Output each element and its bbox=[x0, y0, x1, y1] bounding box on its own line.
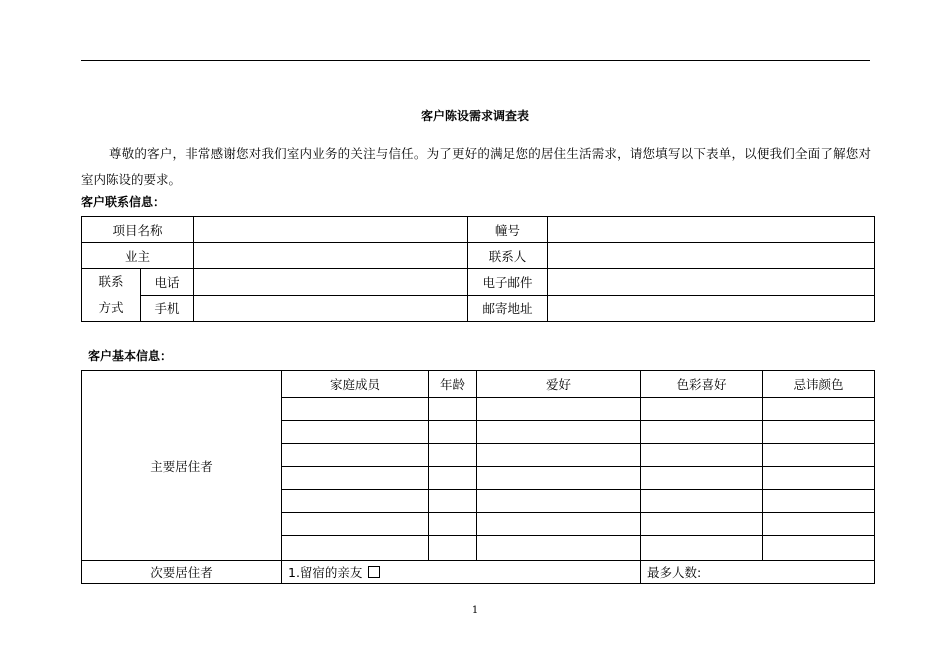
hobby-cell[interactable] bbox=[477, 444, 641, 467]
member-cell[interactable] bbox=[282, 513, 429, 536]
main-resident-label: 主要居住者 bbox=[82, 371, 282, 561]
color-pref-cell[interactable] bbox=[641, 444, 763, 467]
age-cell[interactable] bbox=[429, 513, 477, 536]
hobby-cell[interactable] bbox=[477, 536, 641, 561]
max-people-label: 最多人数: bbox=[647, 565, 702, 580]
phone-label: 电话 bbox=[141, 269, 194, 296]
building-no-field[interactable] bbox=[548, 217, 875, 243]
age-cell[interactable] bbox=[429, 467, 477, 490]
taboo-color-cell[interactable] bbox=[763, 490, 875, 513]
page-title: 客户陈设需求调查表 bbox=[420, 109, 529, 123]
owner-field[interactable] bbox=[194, 243, 468, 269]
column-header-family-members: 家庭成员 bbox=[282, 371, 429, 398]
hobby-cell[interactable] bbox=[477, 467, 641, 490]
intro-paragraph: 尊敬的客户，非常感谢您对我们室内业务的关注与信任。为了更好的满足您的居住生活需求，请您填写以下表单，以便我们全面了解您对室内陈设的要求。 bbox=[81, 146, 871, 187]
secondary-option-cell bbox=[282, 561, 641, 584]
taboo-color-cell[interactable] bbox=[763, 467, 875, 490]
color-pref-cell[interactable] bbox=[641, 421, 763, 444]
color-pref-cell[interactable] bbox=[641, 536, 763, 561]
member-cell[interactable] bbox=[282, 444, 429, 467]
member-cell[interactable] bbox=[282, 536, 429, 561]
hobby-cell[interactable] bbox=[477, 398, 641, 421]
phone-field[interactable] bbox=[194, 269, 468, 296]
hobby-cell[interactable] bbox=[477, 513, 641, 536]
age-cell[interactable] bbox=[429, 444, 477, 467]
member-cell[interactable] bbox=[282, 398, 429, 421]
column-header-age: 年龄 bbox=[429, 371, 477, 398]
contact-method-line2: 方式 bbox=[98, 300, 124, 315]
contact-method-label bbox=[82, 269, 141, 322]
color-pref-cell[interactable] bbox=[641, 513, 763, 536]
taboo-color-cell[interactable] bbox=[763, 536, 875, 561]
max-people-cell[interactable] bbox=[641, 561, 875, 584]
mobile-label: 手机 bbox=[141, 295, 194, 322]
mobile-field[interactable] bbox=[194, 295, 468, 322]
taboo-color-cell[interactable] bbox=[763, 444, 875, 467]
contact-info-table bbox=[81, 216, 875, 322]
taboo-color-cell[interactable] bbox=[763, 398, 875, 421]
checkbox[interactable] bbox=[368, 566, 380, 578]
project-name-label: 项目名称 bbox=[82, 217, 194, 243]
basic-section-heading: 客户基本信息： bbox=[88, 349, 173, 363]
taboo-color-cell[interactable] bbox=[763, 421, 875, 444]
column-header-taboo-colors: 忌讳颜色 bbox=[763, 371, 875, 398]
contact-person-label: 联系人 bbox=[468, 243, 548, 269]
owner-label: 业主 bbox=[82, 243, 194, 269]
building-no-label: 幢号 bbox=[468, 217, 548, 243]
secondary-option-label: 1.留宿的亲友 bbox=[288, 565, 363, 580]
hobby-cell[interactable] bbox=[477, 421, 641, 444]
contact-method-line1: 联系 bbox=[98, 274, 124, 289]
postal-address-field[interactable] bbox=[548, 295, 875, 322]
column-header-hobbies: 爱好 bbox=[477, 371, 641, 398]
basic-info-table bbox=[81, 370, 875, 584]
email-label: 电子邮件 bbox=[468, 269, 548, 296]
age-cell[interactable] bbox=[429, 398, 477, 421]
color-pref-cell[interactable] bbox=[641, 490, 763, 513]
member-cell[interactable] bbox=[282, 421, 429, 444]
contact-section-heading: 客户联系信息： bbox=[81, 195, 166, 209]
age-cell[interactable] bbox=[429, 421, 477, 444]
email-field[interactable] bbox=[548, 269, 875, 296]
secondary-resident-label: 次要居住者 bbox=[82, 561, 282, 584]
member-cell[interactable] bbox=[282, 467, 429, 490]
column-header-color-preference: 色彩喜好 bbox=[641, 371, 763, 398]
member-cell[interactable] bbox=[282, 490, 429, 513]
header-rule bbox=[81, 60, 870, 61]
page-number: 1 bbox=[471, 605, 479, 616]
color-pref-cell[interactable] bbox=[641, 398, 763, 421]
postal-address-label: 邮寄地址 bbox=[468, 295, 548, 322]
taboo-color-cell[interactable] bbox=[763, 513, 875, 536]
color-pref-cell[interactable] bbox=[641, 467, 763, 490]
age-cell[interactable] bbox=[429, 490, 477, 513]
project-name-field[interactable] bbox=[194, 217, 468, 243]
hobby-cell[interactable] bbox=[477, 490, 641, 513]
age-cell[interactable] bbox=[429, 536, 477, 561]
contact-person-field[interactable] bbox=[548, 243, 875, 269]
